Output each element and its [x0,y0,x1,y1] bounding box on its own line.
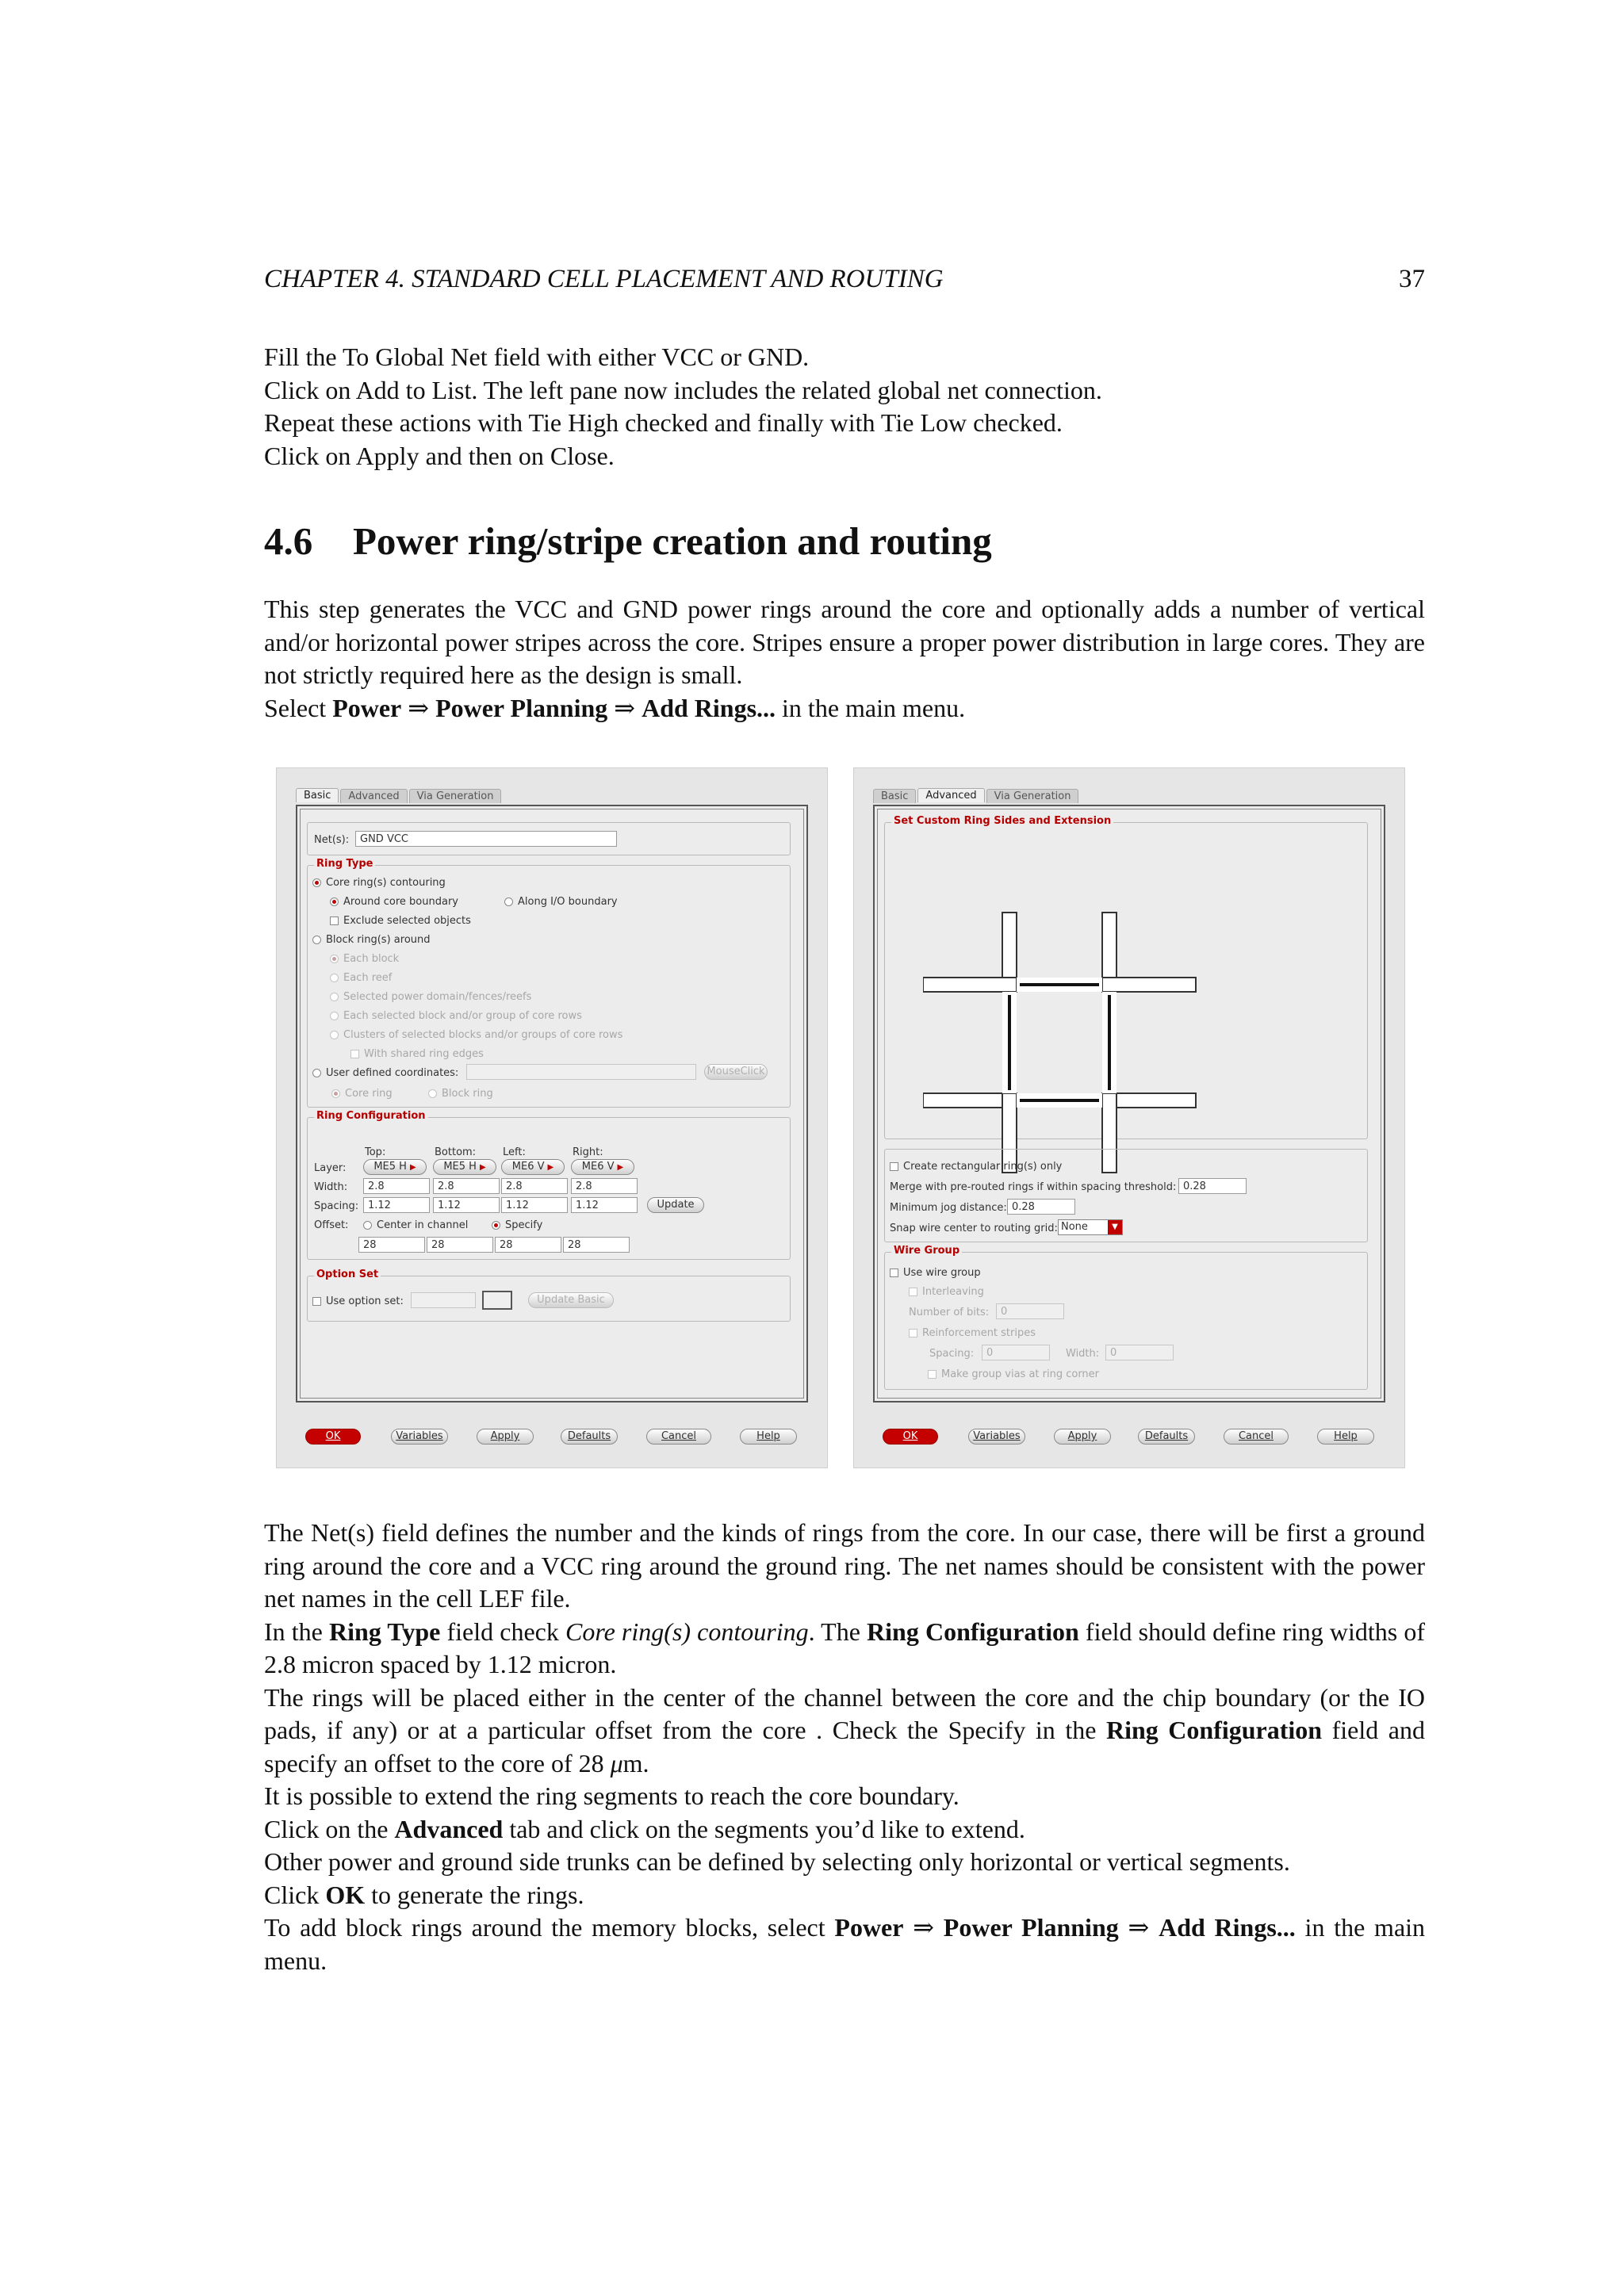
radio-icon [330,1031,339,1039]
tab-advanced[interactable]: Advanced [340,789,407,803]
min-jog-input[interactable]: 0.28 [1007,1199,1075,1215]
intro-line: Repeat these actions with Tie High checked and finally with Tie Low checked. [264,408,1063,437]
menu-path-line: Select Power ⇒ Power Planning ⇒ Add Rings... in the main menu. [264,693,966,722]
offset-bottom-input[interactable]: 28 [427,1237,493,1253]
ring-type-group [307,858,791,1108]
tab-via-generation[interactable]: Via Generation [409,789,502,803]
nets-input[interactable]: GND VCC [355,831,617,847]
width-bottom-input[interactable]: 2.8 [433,1178,500,1194]
tab-basic[interactable]: Basic [296,788,339,802]
variables-button[interactable]: Variables [968,1429,1025,1445]
ring-config-title: Ring Configuration [314,1110,428,1122]
each-selected-block-option[interactable]: Each selected block and/or group of core rows [330,1010,582,1022]
tab-bar [296,789,503,806]
body-paragraph: Click OK to generate the rings. [264,1880,584,1909]
radio-icon [330,993,339,1001]
upper-left-horizontal-segment [923,978,1017,992]
body-paragraph: To add block rings around the memory blocks, select Power ⇒ Power Planning ⇒ Add Rings... in the main menu. [264,1913,1426,1975]
body-paragraph: The Net(s) field defines the number and the kinds of rings from the core. In our case, there will be first a ground ring around the core and a VCC ring around the ground ring. The net names should be consistent with the power net names in the cell LEF file. [264,1518,1425,1613]
merge-label: Merge with pre-routed rings if within spacing threshold: [890,1181,1177,1193]
update-basic-button[interactable]: Update Basic [528,1292,614,1308]
width-left-input[interactable]: 2.8 [501,1178,568,1194]
body-text [264,1517,1425,1977]
update-button[interactable]: Update [647,1197,704,1213]
body-paragraph: In the Ring Type field check Core ring(s) contouring. The Ring Configuration field should define ring widths of 2.8 micron spaced by 1.12 micron. [264,1617,1426,1678]
body-paragraph: It is possible to extend the ring segments to reach the core boundary. [264,1781,959,1810]
intro-paragraph [264,341,1425,473]
cancel-button[interactable]: Cancel [1224,1429,1289,1445]
section-title: Power ring/stripe creation and routing [353,519,992,563]
stripe-width-input[interactable]: 0 [1105,1345,1174,1360]
interleaving-checkbox[interactable]: Interleaving [909,1286,984,1298]
layer-right-select[interactable]: ME6 V ▶ [571,1159,634,1175]
width-label: Width: [314,1181,348,1193]
layer-top-select[interactable]: ME5 H ▶ [363,1159,427,1175]
section-text: This step generates the VCC and GND power rings around the core and optionally adds a number of vertical and/or horizontal power stripes across the core. Stripes ensure a proper power distribution in large cores. They are not strictly required here as the design is small. [264,595,1425,689]
cancel-button[interactable]: Cancel [646,1429,711,1445]
radio-icon [363,1221,372,1230]
snap-select[interactable]: None ▼ [1058,1219,1123,1235]
chevron-down-icon: ▼ [1108,1220,1122,1234]
wire-group-group [884,1245,1368,1390]
width-top-input[interactable]: 2.8 [363,1178,430,1194]
each-reef-option[interactable]: Each reef [330,972,392,984]
triangle-right-icon: ▶ [479,1163,486,1172]
num-bits-input[interactable]: 0 [996,1303,1064,1319]
section-number: 4.6 [264,519,313,563]
triangle-right-icon: ▶ [547,1163,554,1172]
block-ring-option[interactable]: Block ring(s) around [312,934,431,946]
dialog-body [873,805,1385,1402]
triangle-right-icon: ▶ [409,1163,416,1172]
upper-right-horizontal-segment [1102,978,1196,992]
ok-button[interactable]: OK [883,1429,938,1445]
use-option-set-checkbox[interactable]: Use option set: [312,1295,404,1307]
specify-option[interactable]: Specify [492,1219,542,1231]
tab-bar [873,789,1080,806]
variables-button[interactable]: Variables [391,1429,448,1445]
radio-icon [312,1069,321,1077]
around-core-option[interactable]: Around core boundary [330,896,458,908]
ring-config-group [307,1110,791,1260]
reinforcement-checkbox[interactable]: Reinforcement stripes [909,1327,1036,1339]
radio-icon [428,1089,437,1098]
col-bottom-label: Bottom: [435,1146,477,1158]
defaults-button[interactable]: Defaults [1138,1429,1195,1445]
body-paragraph: Other power and ground side trunks can be defined by selecting only horizontal or vertical segments. [264,1847,1290,1876]
radio-icon [330,897,339,906]
help-button[interactable]: Help [740,1429,797,1445]
block-ring-subopt[interactable]: Block ring [428,1088,493,1100]
shared-edges-checkbox[interactable]: With shared ring edges [350,1048,484,1060]
apply-button[interactable]: Apply [477,1429,534,1445]
mouse-click-button[interactable]: MouseClick [704,1064,768,1080]
col-right-label: Right: [573,1146,603,1158]
width-label: Width: [1066,1348,1100,1360]
make-group-vias-checkbox[interactable]: Make group vias at ring corner [928,1368,1099,1380]
min-jog-label: Minimum jog distance: [890,1202,1007,1214]
body-paragraph: The rings will be placed either in the center of the channel between the core and the chip boundary (or the IO pads, if any) or at a particular offset from the core . Check the Specify in the Ring Configuration field and specify an offset to the core of 28 μm. [264,1682,1426,1777]
add-rings-dialog-advanced [853,767,1405,1468]
along-io-option[interactable]: Along I/O boundary [504,896,618,908]
checkbox-icon [928,1370,936,1379]
spacing-right-input[interactable]: 1.12 [571,1197,638,1213]
spacing-bottom-input[interactable]: 1.12 [433,1197,500,1213]
section-paragraph [264,593,1425,725]
width-right-input[interactable]: 2.8 [571,1178,638,1194]
ok-button[interactable]: OK [305,1429,361,1445]
num-bits-label: Number of bits: [909,1307,990,1318]
option-set-select[interactable] [411,1292,476,1308]
radio-icon [312,936,321,944]
radio-icon [330,955,339,963]
nets-label: Net(s): [314,834,350,846]
option-set-group [307,1269,791,1322]
apply-button[interactable]: Apply [1054,1429,1111,1445]
radio-icon [331,1089,340,1098]
option-set-title: Option Set [314,1269,381,1280]
ring-options-group [884,1149,1368,1242]
offset-label: Offset: [314,1219,349,1231]
tab-via-generation[interactable]: Via Generation [986,789,1079,803]
power-domain-option[interactable]: Selected power domain/fences/reefs [330,991,531,1003]
tab-basic[interactable]: Basic [873,789,916,803]
core-ring-option[interactable]: Core ring(s) contouring [312,877,446,889]
coordinates-input[interactable] [466,1064,696,1080]
layer-left-select[interactable]: ME6 V ▶ [501,1159,565,1175]
page-number: 37 [1399,265,1425,293]
ring-segments-diagram[interactable] [923,898,1256,1184]
layer-bottom-select[interactable]: ME5 H ▶ [433,1159,496,1175]
exclude-selected-checkbox[interactable]: Exclude selected objects [330,915,471,927]
checkbox-icon [909,1329,917,1337]
checkbox-icon [890,1162,898,1171]
radio-icon [312,878,321,887]
offset-left-input[interactable]: 28 [495,1237,561,1253]
create-rect-checkbox[interactable]: Create rectangular ring(s) only [890,1161,1062,1173]
ring-type-title: Ring Type [314,858,375,870]
option-set-browse-button[interactable] [482,1291,512,1310]
add-rings-dialog-basic [276,767,828,1468]
intro-line: Click on Apply and then on Close. [264,441,615,470]
triangle-right-icon: ▶ [617,1163,624,1172]
col-top-label: Top: [365,1146,386,1158]
tab-advanced[interactable]: Advanced [917,788,984,802]
col-left-label: Left: [503,1146,526,1158]
dialog-body [296,805,808,1402]
custom-sides-title: Set Custom Ring Sides and Extension [891,815,1113,827]
clusters-option[interactable]: Clusters of selected blocks and/or groups of core rows [330,1029,622,1041]
core-ring-subopt[interactable]: Core ring [331,1088,393,1100]
spacing-label: Spacing: [314,1200,359,1212]
offset-top-input[interactable]: 28 [358,1237,425,1253]
defaults-button[interactable]: Defaults [561,1429,618,1445]
spacing-left-input[interactable]: 1.12 [501,1197,568,1213]
running-head [264,265,1425,294]
custom-sides-group [884,815,1368,1139]
stripe-spacing-input[interactable]: 0 [982,1345,1050,1360]
each-block-option[interactable]: Each block [330,953,399,965]
spacing-top-input[interactable]: 1.12 [363,1197,430,1213]
snap-label: Snap wire center to routing grid: [890,1223,1058,1234]
checkbox-icon [890,1269,898,1277]
checkbox-icon [909,1288,917,1296]
radio-icon [504,897,513,906]
nets-group [307,822,791,855]
intro-line: Click on Add to List. The left pane now includes the related global net connection. [264,375,1102,404]
spacing-label: Spacing: [929,1348,975,1360]
use-wire-group-checkbox[interactable]: Use wire group [890,1267,981,1279]
help-button[interactable]: Help [1317,1429,1374,1445]
user-defined-option[interactable]: User defined coordinates: [312,1067,458,1079]
checkbox-icon [312,1297,321,1306]
radio-icon [330,1012,339,1020]
section-heading [264,519,992,564]
center-in-channel-option[interactable]: Center in channel [363,1219,468,1231]
intro-line: Fill the To Global Net field with either VCC or GND. [264,342,810,371]
offset-right-input[interactable]: 28 [563,1237,630,1253]
radio-icon [492,1221,500,1230]
merge-threshold-input[interactable]: 0.28 [1178,1178,1247,1194]
chapter-title: CHAPTER 4. STANDARD CELL PLACEMENT AND ROUTING [264,265,944,293]
body-paragraph: Click on the Advanced tab and click on the segments you’d like to extend. [264,1814,1025,1843]
radio-icon [330,974,339,982]
checkbox-icon [330,916,339,925]
layer-label: Layer: [314,1162,347,1174]
wire-group-title: Wire Group [891,1245,962,1257]
checkbox-icon [350,1050,359,1058]
